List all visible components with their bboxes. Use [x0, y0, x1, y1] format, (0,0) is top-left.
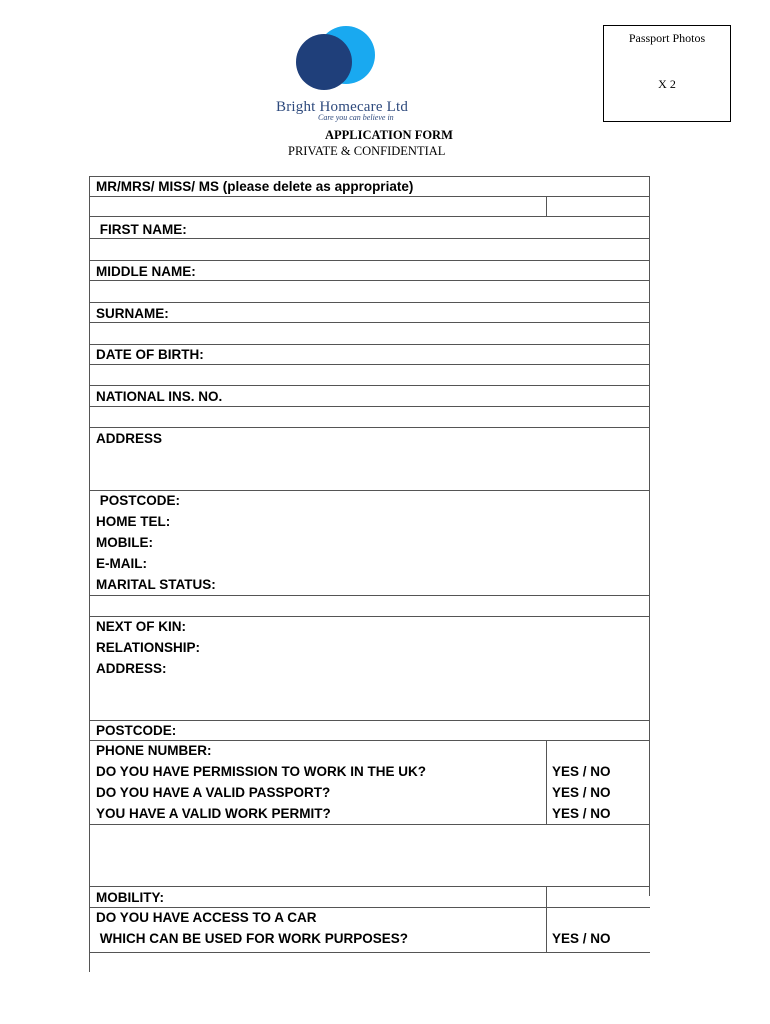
table-border-left: [89, 176, 90, 972]
table-border-right: [649, 176, 650, 896]
table-divider: [546, 740, 547, 824]
company-logo-icon: [295, 25, 377, 95]
email-label: E-MAIL:: [96, 556, 147, 571]
passport-photo-box: [603, 25, 731, 122]
date-of-birth-label: DATE OF BIRTH:: [96, 347, 204, 362]
table-line: [89, 238, 650, 239]
surname-label: SURNAME:: [96, 306, 169, 321]
table-line: [89, 196, 650, 197]
marital-status-label: MARITAL STATUS:: [96, 577, 216, 592]
table-divider: [546, 196, 547, 216]
table-divider: [546, 886, 547, 952]
table-line: [89, 740, 650, 741]
company-tagline: Care you can believe in: [318, 113, 394, 122]
work-permit-yes-no[interactable]: YES / NO: [552, 806, 611, 821]
home-tel-label: HOME TEL:: [96, 514, 171, 529]
table-line: [89, 907, 650, 908]
mobility-label: MOBILITY:: [96, 890, 164, 905]
table-line: [89, 886, 650, 887]
table-line: [89, 216, 650, 217]
next-of-kin-label: NEXT OF KIN:: [96, 619, 186, 634]
passport-question: DO YOU HAVE A VALID PASSPORT?: [96, 785, 331, 800]
title-label: MR/MRS/ MISS/ MS (please delete as appropriate): [96, 179, 414, 194]
address-label: ADDRESS: [96, 431, 163, 446]
form-title: APPLICATION FORM: [325, 128, 453, 142]
table-line: [89, 260, 650, 261]
car-work-question: WHICH CAN BE USED FOR WORK PURPOSES?: [96, 931, 409, 946]
table-line: [89, 176, 650, 177]
table-line: [89, 385, 650, 386]
table-line: [89, 490, 650, 491]
table-line: [89, 280, 650, 281]
form-subtitle: PRIVATE & CONFIDENTIAL: [288, 144, 446, 158]
next-of-kin-postcode-label: POSTCODE:: [96, 723, 177, 738]
application-form-table: [89, 176, 650, 972]
passport-photos-label: Passport Photos: [628, 31, 706, 45]
table-line: [89, 322, 650, 323]
phone-number-label: PHONE NUMBER:: [96, 743, 212, 758]
car-work-yes-no[interactable]: YES / NO: [552, 931, 611, 946]
company-name: Bright Homecare Ltd: [276, 99, 409, 115]
postcode-label: POSTCODE:: [96, 493, 181, 508]
first-name-label: FIRST NAME:: [96, 222, 187, 237]
table-line: [89, 427, 650, 428]
relationship-label: RELATIONSHIP:: [96, 640, 200, 655]
passport-count-label: X 2: [658, 77, 676, 91]
permission-uk-question: DO YOU HAVE PERMISSION TO WORK IN THE UK?: [96, 764, 427, 779]
table-line: [89, 824, 650, 825]
car-access-question: DO YOU HAVE ACCESS TO A CAR: [96, 910, 317, 925]
table-line: [89, 595, 650, 596]
table-line: [89, 406, 650, 407]
table-line: [89, 302, 650, 303]
table-line: [89, 616, 650, 617]
table-line: [89, 364, 650, 365]
passport-yes-no[interactable]: YES / NO: [552, 785, 611, 800]
national-insurance-label: NATIONAL INS. NO.: [96, 389, 223, 404]
next-of-kin-address-label: ADDRESS:: [96, 661, 167, 676]
table-line: [89, 952, 650, 953]
mobile-label: MOBILE:: [96, 535, 153, 550]
table-line: [89, 344, 650, 345]
work-permit-question: YOU HAVE A VALID WORK PERMIT?: [96, 806, 331, 821]
table-line: [89, 720, 650, 721]
permission-uk-yes-no[interactable]: YES / NO: [552, 764, 611, 779]
middle-name-label: MIDDLE NAME:: [96, 264, 196, 279]
